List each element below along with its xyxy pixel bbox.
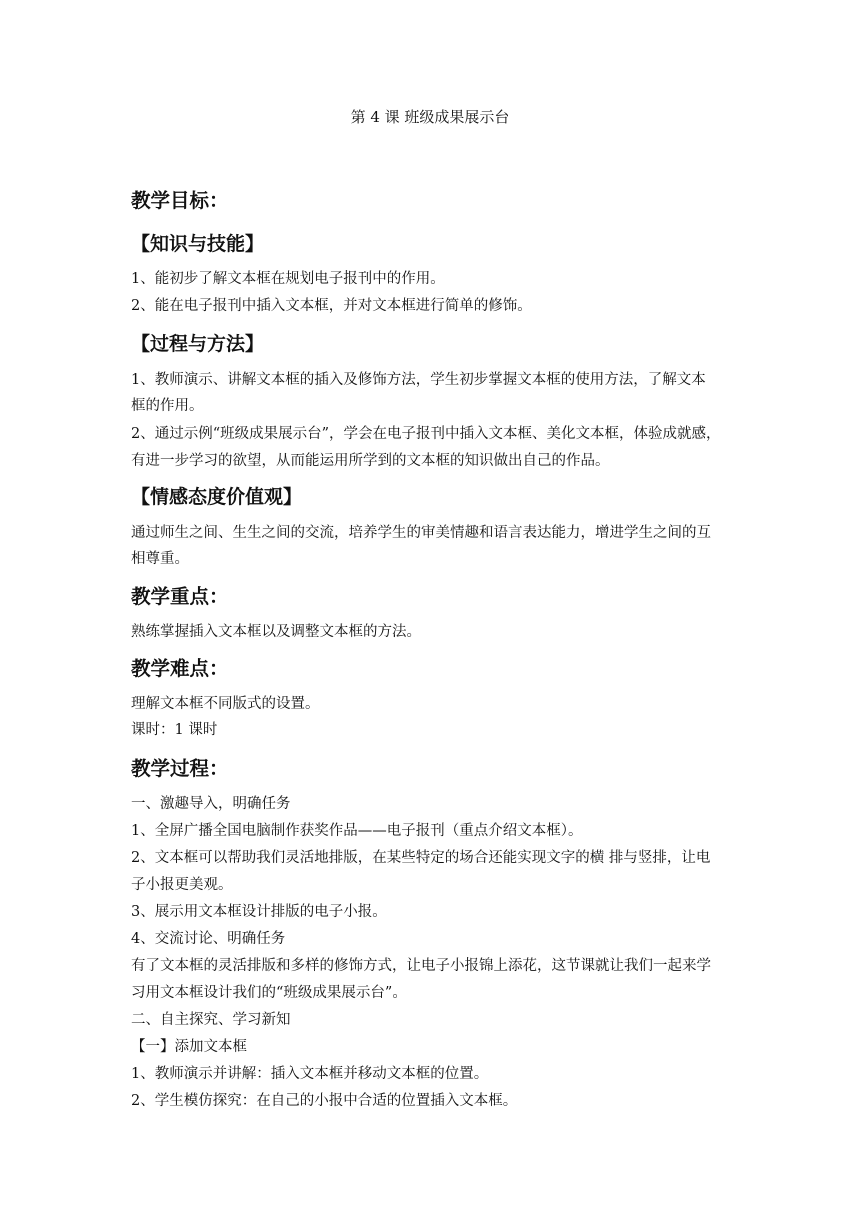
- teaching-process-heading: 教学过程：: [131, 757, 229, 780]
- emotion-line: 通过师生之间、生生之间的交流，培养学生的审美情趣和语言表达能力，增进学生之间的互: [131, 525, 711, 541]
- difficult-point-text: 理解文本框不同版式的设置。: [131, 696, 320, 712]
- step-line: 1、教师演示并讲解：插入文本框并移动文本框的位置。: [131, 1066, 489, 1082]
- step-line: 2、学生模仿探究：在自己的小报中合适的位置插入文本框。: [131, 1093, 518, 1109]
- step-line: 习用文本框设计我们的“班级成果展示台”。: [131, 985, 407, 1001]
- lesson-title: 第 4 课 班级成果展示台: [350, 108, 510, 126]
- step-line: 二、自主探究、学习新知: [131, 1012, 291, 1028]
- knowledge-item: 2、能在电子报刊中插入文本框，并对文本框进行简单的修饰。: [131, 298, 532, 314]
- knowledge-item: 1、能初步了解文本框在规划电子报刊中的作用。: [131, 271, 445, 287]
- process-line: 框的作用。: [131, 398, 204, 414]
- step-line: 有了文本框的灵活排版和多样的修饰方式，让电子小报锦上添花，这节课就让我们一起来学: [131, 958, 711, 974]
- emotion-line: 相尊重。: [131, 551, 189, 567]
- process-heading: 【过程与方法】: [131, 333, 265, 355]
- step-line: 1、全屏广播全国电脑制作获奖作品——电子报刊（重点介绍文本框）。: [131, 823, 583, 839]
- key-point-heading: 教学重点：: [131, 585, 229, 608]
- emotion-heading: 【情感态度价值观】: [131, 486, 303, 508]
- step-line: 一、激趣导入，明确任务: [131, 796, 291, 812]
- step-line: 4、交流讨论、明确任务: [131, 931, 286, 947]
- class-hours-text: 课时：1 课时: [131, 722, 218, 738]
- step-line: 【一】添加文本框: [131, 1039, 247, 1055]
- knowledge-heading: 【知识与技能】: [131, 233, 265, 255]
- step-line: 3、展示用文本框设计排版的电子小报。: [131, 904, 387, 920]
- key-point-text: 熟练掌握插入文本框以及调整文本框的方法。: [131, 624, 421, 640]
- difficult-point-heading: 教学难点：: [131, 657, 229, 680]
- step-line: 2、文本框可以帮助我们灵活地排版，在某些特定的场合还能实现文字的横 排与竖排，让电: [131, 850, 711, 866]
- goals-heading: 教学目标：: [131, 189, 229, 212]
- process-line: 有进一步学习的欲望，从而能运用所学到的文本框的知识做出自己的作品。: [131, 453, 610, 469]
- process-line: 2、通过示例“班级成果展示台”，学会在电子报刊中插入文本框、美化文本框，体验成就感，: [131, 426, 721, 442]
- step-line: 子小报更美观。: [131, 877, 233, 893]
- process-line: 1、教师演示、讲解文本框的插入及修饰方法，学生初步掌握文本框的使用方法，了解文本: [131, 372, 706, 388]
